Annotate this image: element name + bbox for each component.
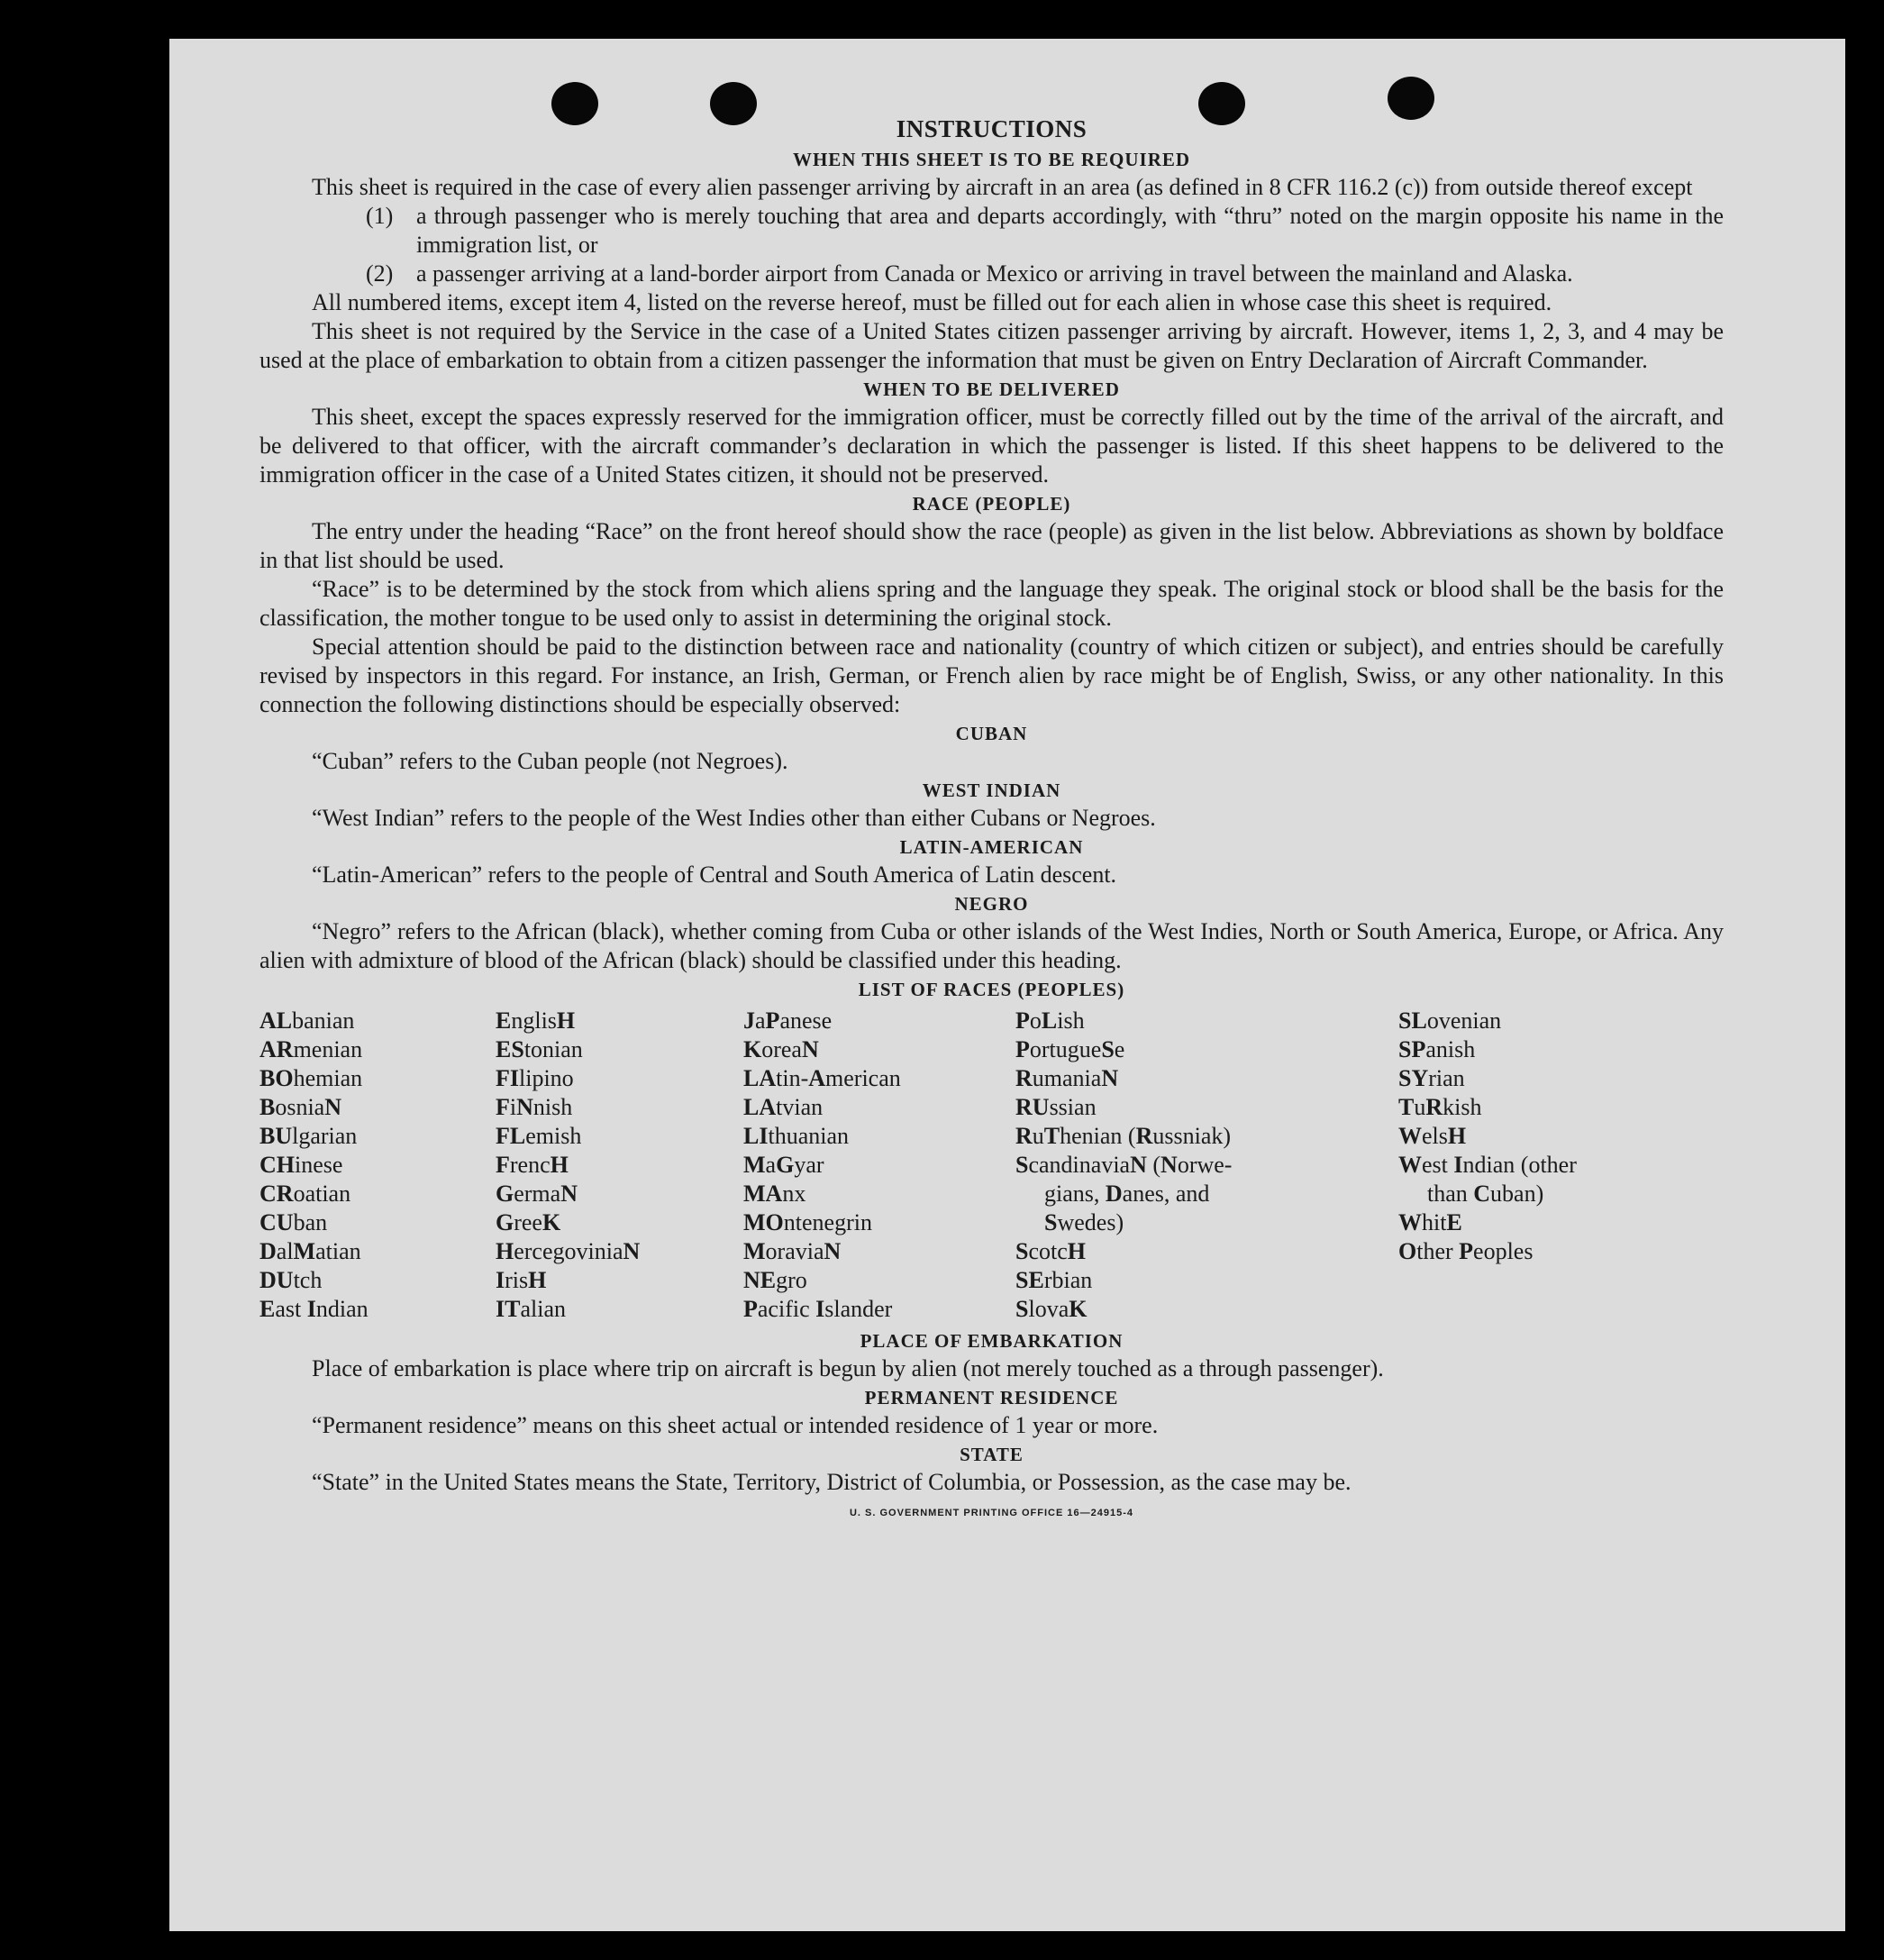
section-heading: NEGRO — [954, 893, 1029, 915]
race-entry: ScandinaviaN (Norwe- — [1015, 1152, 1233, 1178]
paragraph: “Latin-American” refers to the people of Central and South America of Latin descent. — [312, 861, 1117, 888]
race-entry: Pacific Islander — [743, 1296, 893, 1322]
paragraph: “Race” is to be determined by the stock from which aliens spring and the language they speak. The original stock or blood shall be the basis for the classification, the mother tongue to be used only to assist in determining the original stock. — [259, 576, 1724, 631]
race-entry: MOntenegrin — [743, 1209, 872, 1235]
race-entry: GreeK — [496, 1209, 561, 1235]
race-entry: SlovaK — [1015, 1296, 1088, 1322]
race-entry: ARmenian — [259, 1036, 363, 1062]
race-entry: FIlipino — [496, 1065, 574, 1091]
paragraph: Place of embarkation is place where trip on aircraft is begun by alien (not merely touched as a through passenger). — [312, 1355, 1384, 1381]
paragraph: This sheet is not required by the Service in the case of a United States citizen passenger arriving by aircraft. However, items 1, 2, 3, and 4 may be used at the place of embarkation to obtain from a citizen passenger the information that must be given on Entry Declaration of Aircraft Commander. — [259, 318, 1724, 373]
race-column — [1398, 1007, 1724, 1324]
race-entry: MaGyar — [743, 1152, 824, 1178]
section-heading: CUBAN — [955, 723, 1028, 744]
printing-office-imprint: U. S. GOVERNMENT PRINTING OFFICE 16—24915-4 — [849, 1508, 1133, 1518]
race-entry: SLovenian — [1398, 1007, 1502, 1034]
race-entry: RUssian — [1015, 1094, 1097, 1120]
race-entry: ALbanian — [259, 1007, 355, 1034]
race-entry: NEgro — [743, 1267, 807, 1293]
page-title: INSTRUCTIONS — [896, 115, 1088, 142]
race-entry: BUlgarian — [259, 1123, 358, 1149]
paragraph: “Cuban” refers to the Cuban people (not Negroes). — [312, 748, 788, 774]
paragraph: “West Indian” refers to the people of the West Indies other than either Cubans or Negroes. — [312, 805, 1156, 831]
race-entry: EnglisH — [496, 1007, 576, 1034]
race-entry: CRoatian — [259, 1181, 351, 1207]
section-heading: WEST INDIAN — [922, 779, 1061, 801]
race-entry: MoraviaN — [743, 1238, 842, 1264]
race-entry: IrisH — [496, 1267, 547, 1293]
race-entry: WhitE — [1398, 1209, 1462, 1235]
race-entry: CUban — [259, 1209, 328, 1235]
section-heading: RACE (PEOPLE) — [912, 493, 1071, 515]
race-entry: LAtin-American — [743, 1065, 901, 1091]
race-entry: EStonian — [496, 1036, 583, 1062]
race-entry: DalMatian — [259, 1238, 361, 1264]
race-entry: WelsH — [1398, 1123, 1467, 1149]
race-entry: PoLish — [1015, 1007, 1085, 1034]
item-text: a passenger arriving at a land-border airport from Canada or Mexico or arriving in travel between the mainland and Alaska. — [416, 260, 1573, 287]
race-entry: LIthuanian — [743, 1123, 849, 1149]
race-entry: FiNnish — [496, 1094, 573, 1120]
section-heading: LATIN-AMERICAN — [899, 836, 1084, 858]
paragraph: The entry under the heading “Race” on the front hereof should show the race (people) as given in the list below. Abbreviations as shown by boldface in that list should be used. — [259, 518, 1724, 573]
list-item — [366, 202, 1724, 260]
list-item — [366, 260, 1724, 288]
race-entry: DUtch — [259, 1267, 323, 1293]
document-sheet — [169, 39, 1845, 1931]
paragraph: “Permanent residence” means on this sheet actual or intended residence of 1 year or more. — [312, 1412, 1159, 1438]
race-entry: ScotcH — [1015, 1238, 1087, 1264]
race-entry: FLemish — [496, 1123, 582, 1149]
race-entry: BosniaN — [259, 1094, 342, 1120]
race-entry: MAnx — [743, 1181, 806, 1207]
race-column — [1015, 1007, 1398, 1324]
race-entry: RumaniaN — [1015, 1065, 1119, 1091]
instructions-content — [259, 113, 1724, 1518]
race-entry: PortugueSe — [1015, 1036, 1125, 1062]
race-column — [743, 1007, 1015, 1324]
race-entry: KoreaN — [743, 1036, 819, 1062]
paragraph: This sheet is required in the case of every alien passenger arriving by aircraft in an area (as defined in 8 CFR 116.2 (c)) from outside thereof except — [312, 174, 1693, 200]
race-entry: HercegoviniaN — [496, 1238, 641, 1264]
item-number: (1) — [366, 203, 394, 229]
race-entry: ITalian — [496, 1296, 566, 1322]
race-entry-continuation: Swedes) — [1044, 1209, 1124, 1235]
section-heading: WHEN THIS SHEET IS TO BE REQUIRED — [792, 149, 1191, 170]
race-entry-continuation: gians, Danes, and — [1044, 1181, 1210, 1207]
section-heading: WHEN TO BE DELIVERED — [863, 378, 1120, 400]
race-entry: FrencH — [496, 1152, 569, 1178]
paragraph: All numbered items, except item 4, listed on the reverse hereof, must be filled out for each alien in whose case this sheet is required. — [312, 289, 1552, 315]
race-entry: SPanish — [1398, 1036, 1476, 1062]
paragraph: “Negro” refers to the African (black), whether coming from Cuba or other islands of the West Indies, North or South America, Europe, or Africa. Any alien with admixture of blood of the African (black) should be classified under this heading. — [259, 918, 1724, 973]
section-heading: PERMANENT RESIDENCE — [864, 1387, 1119, 1408]
item-number: (2) — [366, 260, 394, 287]
race-entry: RuThenian (Russniak) — [1015, 1123, 1232, 1149]
item-text: a through passenger who is merely touching that area and departs accordingly, with “thru” noted on the margin opposite his name in the immigration list, or — [416, 203, 1724, 258]
race-column — [259, 1007, 496, 1324]
race-entry: TuRkish — [1398, 1094, 1482, 1120]
race-list — [259, 1007, 1724, 1324]
race-entry: SYrian — [1398, 1065, 1465, 1091]
race-entry: JaPanese — [743, 1007, 833, 1034]
race-entry: BOhemian — [259, 1065, 363, 1091]
section-heading: PLACE OF EMBARKATION — [860, 1330, 1124, 1352]
race-column — [496, 1007, 743, 1324]
race-entry: LAtvian — [743, 1094, 824, 1120]
paragraph: “State” in the United States means the State, Territory, District of Columbia, or Possession, as the case may be. — [312, 1469, 1352, 1495]
paragraph: Special attention should be paid to the distinction between race and nationality (country of which citizen or subject), and entries should be carefully revised by inspectors in this regard. For instance, an Irish, German, or French alien by race might be of English, Swiss, or any other nationality. In this connection the following distinctions should be especially observed: — [259, 634, 1724, 717]
race-entry: SErbian — [1015, 1267, 1093, 1293]
race-entry: East Indian — [259, 1296, 369, 1322]
section-heading: LIST OF RACES (PEOPLES) — [858, 979, 1125, 1000]
paragraph: This sheet, except the spaces expressly reserved for the immigration officer, must be correctly filled out by the time of the arrival of the aircraft, and be delivered to that officer, with the aircraft commander’s declaration in which the passenger is listed. If this sheet happens to be delivered to the immigration officer in the case of a United States citizen, it should not be preserved. — [259, 404, 1724, 488]
race-entry: Other Peoples — [1398, 1238, 1534, 1264]
race-entry: West Indian (other — [1398, 1152, 1577, 1178]
race-entry: CHinese — [259, 1152, 343, 1178]
race-entry-continuation: than Cuban) — [1427, 1181, 1544, 1207]
section-heading: STATE — [960, 1444, 1024, 1465]
race-entry: GermaN — [496, 1181, 578, 1207]
